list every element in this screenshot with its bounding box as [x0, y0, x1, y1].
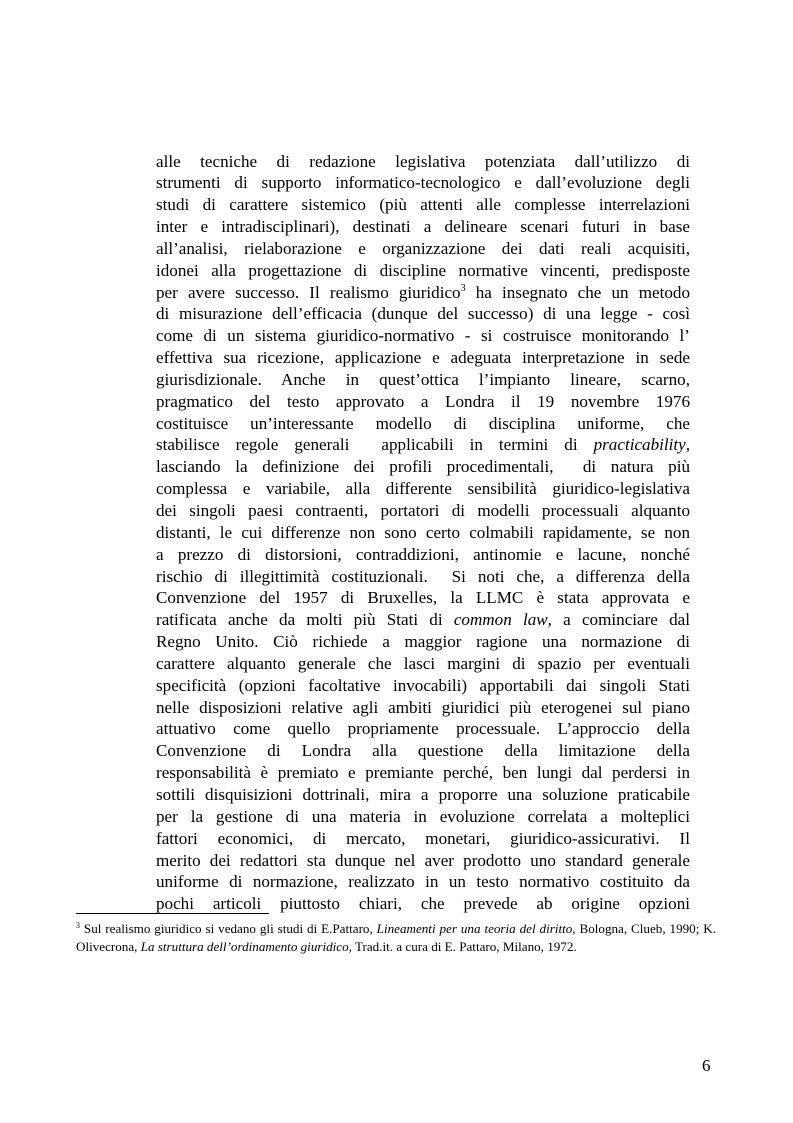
text-segment: ha insegnato che un metodo: [465, 282, 690, 302]
text-segment: costituisce un’interessante modello di disciplina uniforme, che: [156, 413, 690, 433]
text-segment: idonei alla progettazione di discipline normative vincenti, predisposte: [156, 260, 690, 280]
text-segment: ,: [685, 435, 690, 455]
footnote-separator: [76, 913, 269, 914]
italic-text: common law: [453, 610, 548, 630]
text-segment: all’analisi, rielaborazione e organizzazione dei dati reali acquisiti,: [156, 238, 690, 258]
text-line: [156, 871, 690, 893]
text-line: [156, 784, 690, 806]
text-line: [156, 718, 690, 740]
text-segment: studi di carattere sistemico (più attenti alle complesse interrelazioni: [156, 195, 690, 215]
text-line: [156, 391, 690, 413]
text-line: [156, 456, 690, 478]
text-segment: responsabilità è premiato e premiante perché, ben lungi dal perdersi in: [156, 763, 690, 783]
text-line: [156, 740, 690, 762]
text-line: [156, 522, 690, 544]
italic-text: Lineamenti per una teoria del diritto,: [376, 921, 576, 936]
text-segment: merito dei redattori sta dunque nel aver prodotto uno standard generale: [156, 850, 690, 870]
text-line: [156, 587, 690, 609]
text-line: [156, 238, 690, 260]
text-line: [156, 434, 690, 456]
text-segment: attuativo come quello propriamente processuale. L’approccio della: [156, 719, 690, 739]
text-line: [156, 478, 690, 500]
text-segment: pochi articoli piuttosto chiari, che prevede ab origine opzioni: [156, 894, 690, 914]
text-segment: a prezzo di distorsioni, contraddizioni, antinomie e lacune, nonché: [156, 544, 690, 564]
text-segment: distanti, le cui differenze non sono certo colmabili rapidamente, se non: [156, 522, 690, 542]
text-segment: uniforme di normazione, realizzato in un testo normativo costituito da: [156, 872, 690, 892]
text-line: [156, 675, 690, 697]
text-line: [156, 369, 690, 391]
text-line: [156, 544, 690, 566]
text-line: [76, 938, 716, 956]
italic-text: La struttura dell’ordinamento giuridico: [140, 939, 349, 954]
text-line: [156, 631, 690, 653]
text-line: [156, 260, 690, 282]
footnote-marker: 3: [76, 921, 80, 930]
text-segment: Convenzione del 1957 di Bruxelles, la LLMC è stata approvata e: [156, 588, 690, 608]
text-line: [156, 762, 690, 784]
text-segment: , Trad.it. a cura di E. Pattaro, Milano, 1972.: [348, 939, 577, 954]
italic-text: practicability: [593, 435, 686, 455]
text-line: [156, 325, 690, 347]
text-segment: Regno Unito. Ciò richiede a maggior ragione una normazione di: [156, 632, 690, 652]
text-segment: come di un sistema giuridico-normativo - si costruisce monitorando l’: [156, 326, 690, 346]
text-line: [156, 151, 690, 173]
text-segment: rischio di illegittimità costituzionali. Si noti che, a differenza della: [156, 566, 690, 586]
text-segment: , a cominciare dal: [547, 610, 690, 630]
text-line: [156, 609, 690, 631]
text-segment: stabilisce regole generali applicabili in termini di: [156, 435, 594, 455]
text-segment: lasciando la definizione dei profili procedimentali, di natura più: [156, 457, 690, 477]
text-line: [156, 500, 690, 522]
text-line: [76, 920, 716, 938]
text-segment: sottili disquisizioni dottrinali, mira a proporre una soluzione praticabile: [156, 784, 690, 804]
text-line: [156, 347, 690, 369]
text-line: [156, 303, 690, 325]
text-segment: effettiva sua ricezione, applicazione e adeguata interpretazione in sede: [156, 348, 690, 368]
text-segment: nelle disposizioni relative agli ambiti giuridici più eterogenei sul piano: [156, 697, 690, 717]
page-number: 6: [702, 1056, 711, 1075]
text-segment: alle tecniche di redazione legislativa potenziata dall’utilizzo di: [156, 151, 690, 171]
text-segment: pragmatico del testo approvato a Londra il 19 novembre 1976: [156, 391, 690, 411]
text-line: [156, 828, 690, 850]
footnote: [76, 920, 716, 956]
text-segment: Sul realismo giuridico si vedano gli studi di E.Pattaro,: [80, 921, 377, 936]
text-segment: fattori economici, di mercato, monetari, giuridico-assicurativi. Il: [156, 828, 690, 848]
text-line: [156, 172, 690, 194]
text-segment: carattere alquanto generale che lasci margini di spazio per eventuali: [156, 653, 690, 673]
text-segment: per avere successo. Il realismo giuridico: [156, 282, 461, 302]
text-segment: dei singoli paesi contraenti, portatori di modelli processuali alquanto: [156, 501, 690, 520]
text-line: [156, 216, 690, 238]
text-segment: inter e intradisciplinari), destinati a delineare scenari futuri in base: [156, 217, 690, 237]
body-text: [156, 151, 690, 916]
text-segment: giurisdizionale. Anche in quest’ottica l’impianto lineare, scarno,: [156, 369, 690, 389]
text-line: [156, 194, 690, 216]
text-segment: specificità (opzioni facoltative invocabili) apportabili dai singoli Stati: [156, 675, 690, 695]
text-segment: complessa e variabile, alla differente sensibilità giuridico-legislativa: [156, 479, 690, 499]
text-line: [156, 413, 690, 435]
text-line: [156, 893, 690, 915]
text-line: [156, 806, 690, 828]
text-line: [156, 850, 690, 872]
text-line: [156, 566, 690, 588]
footnote-marker: 3: [460, 282, 466, 294]
text-segment: ratificata anche da molti più Stati di: [156, 610, 454, 630]
text-segment: per la gestione di una materia in evoluzione correlata a molteplici: [156, 806, 690, 826]
text-segment: Bologna, Clueb, 1990; K.: [575, 921, 717, 936]
text-line: [156, 282, 690, 304]
text-segment: strumenti di supporto informatico-tecnologico e dall’evoluzione degli: [156, 173, 690, 193]
text-line: [156, 697, 690, 719]
text-segment: di misurazione dell’efficacia (dunque del successo) di una legge - così: [156, 304, 690, 324]
text-segment: Olivecrona,: [76, 939, 141, 954]
text-segment: Convenzione di Londra alla questione della limitazione della: [156, 741, 690, 761]
text-line: [156, 653, 690, 675]
